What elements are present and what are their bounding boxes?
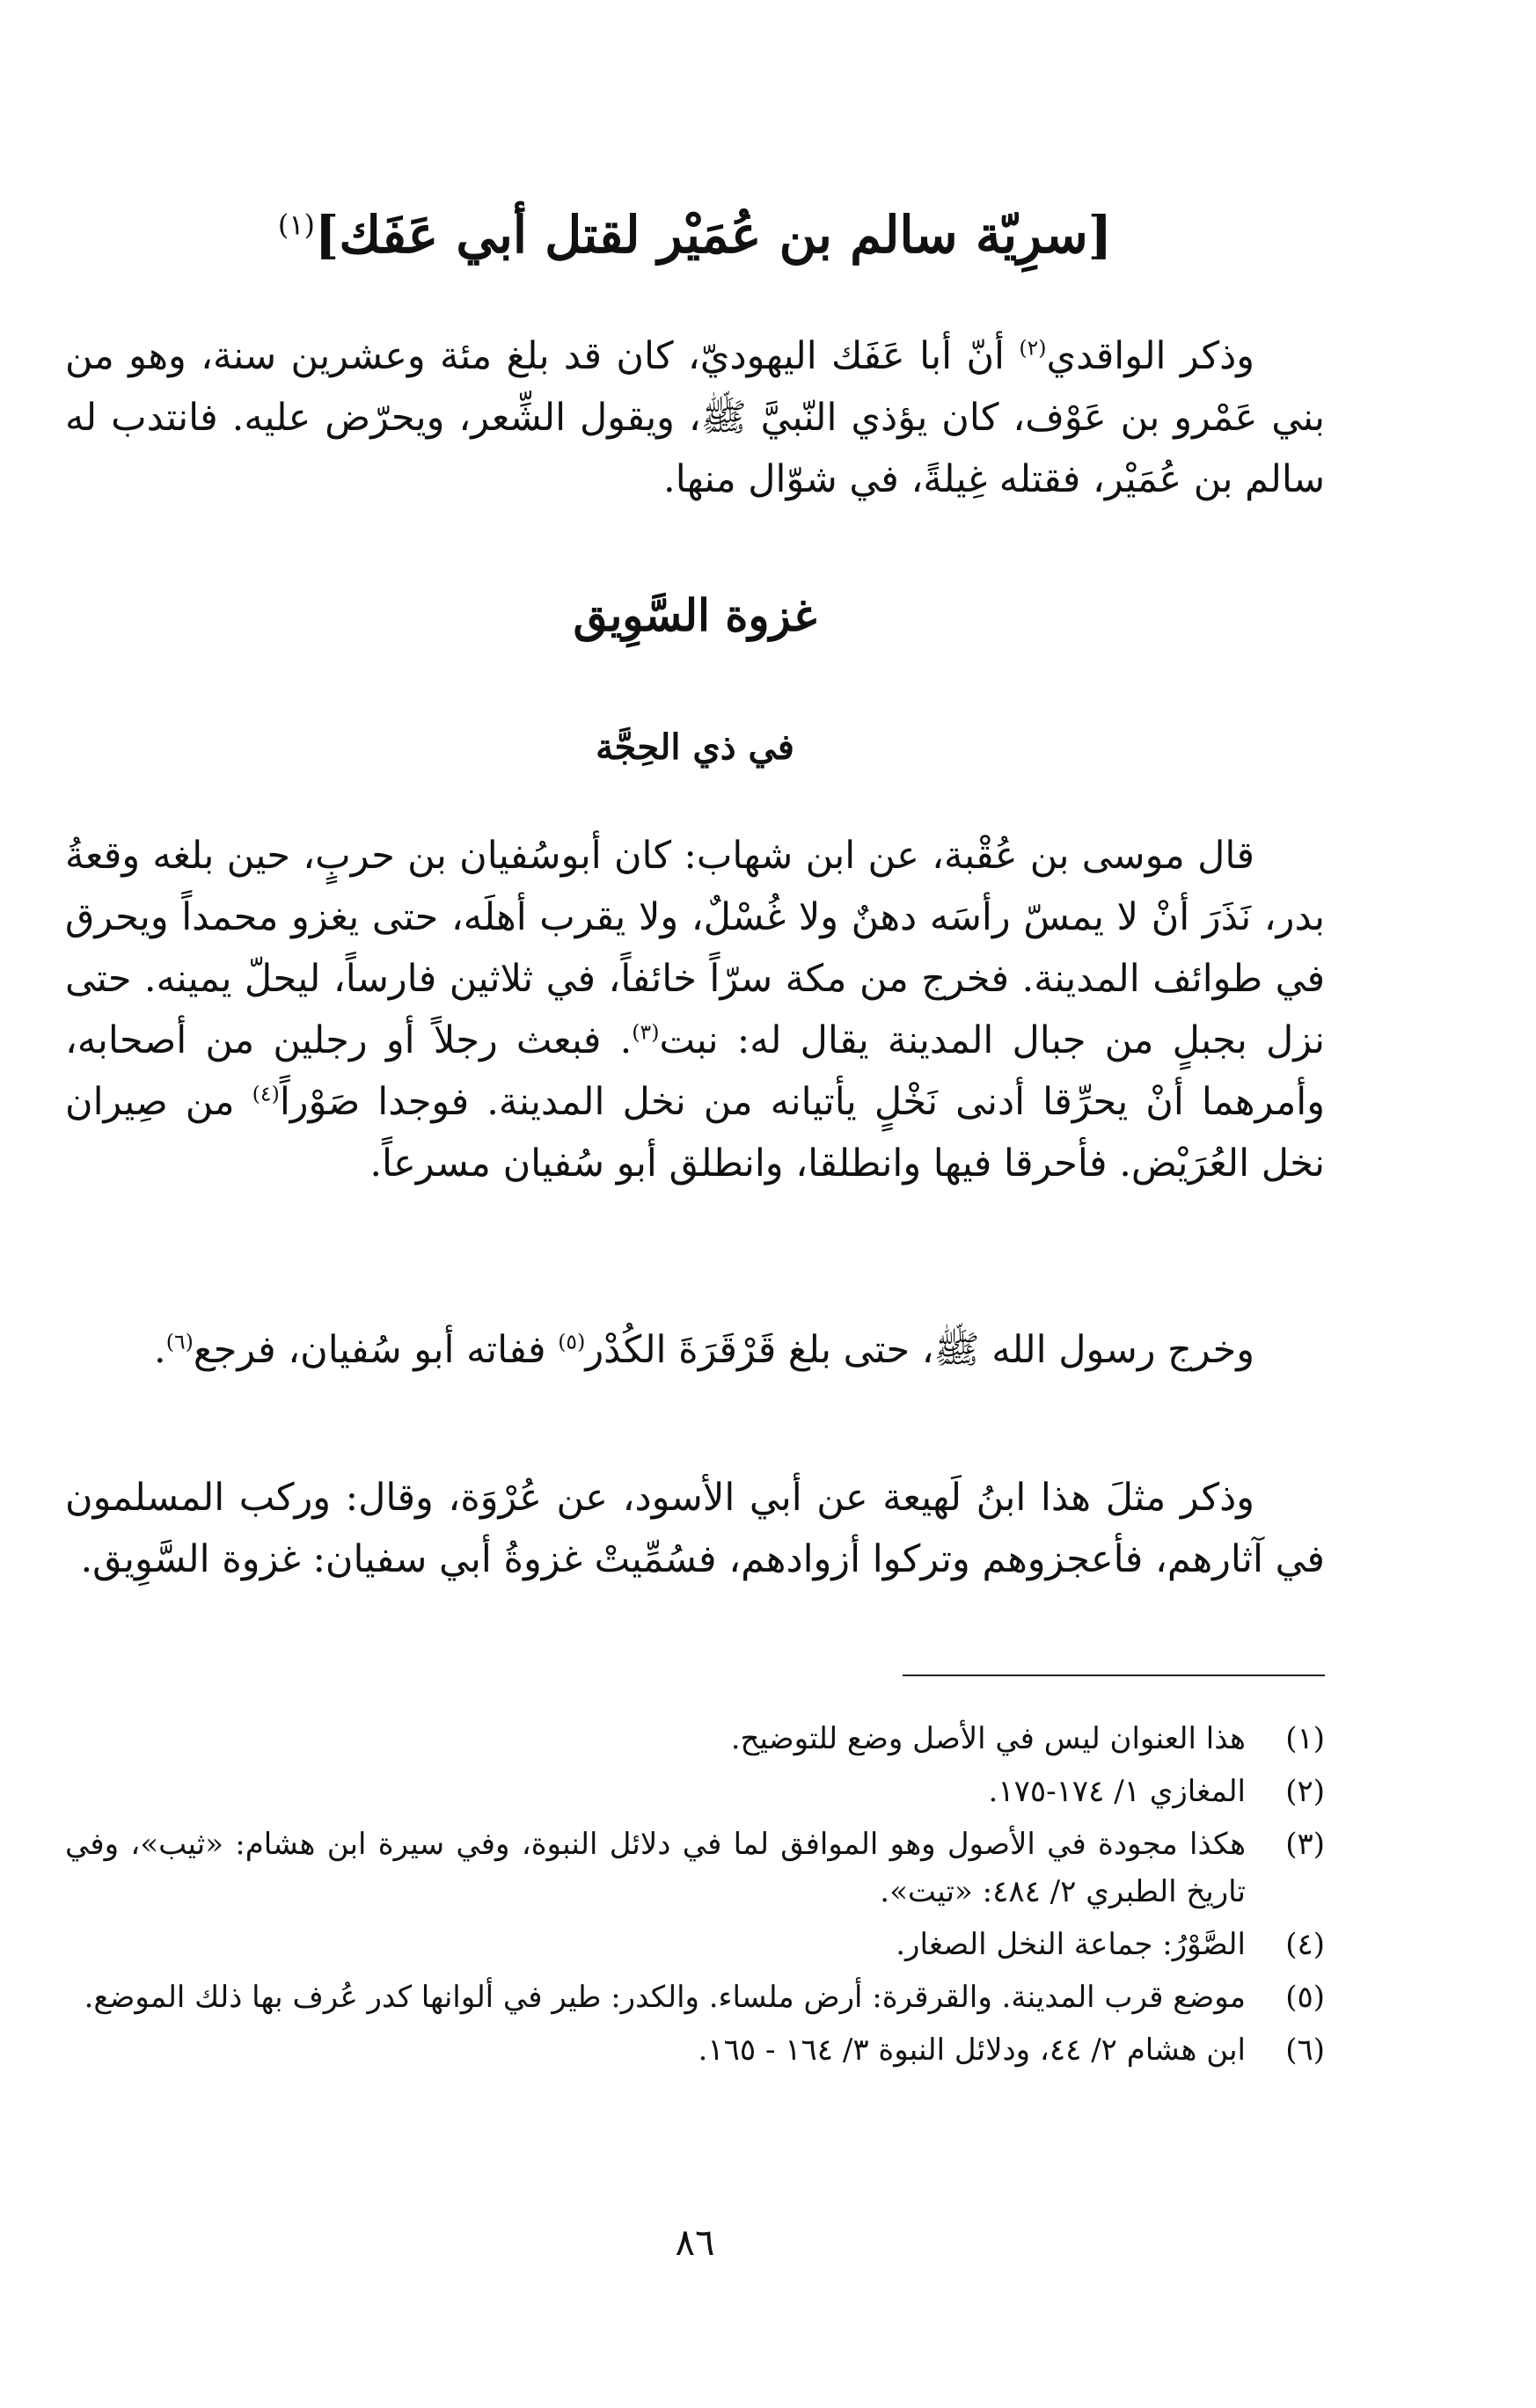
paragraph-text: . فبعث رجلاً أو رجلين من أصحابه، وأمرهما أنْ يحرِّقا أدنى نَخْلٍ يأتيانه من نخل المدينة. فوجدا صَوْراً <box>65 1018 1326 1124</box>
footnote-text: الصَّوْرُ: جماعة النخل الصغار. <box>896 1927 1246 1962</box>
footnote-text: موضع قرب المدينة. والقرقرة: أرض ملساء. والكدر: طير في ألوانها كدر عُرف بها ذلك الموضع. <box>84 1980 1246 2015</box>
footnote-ref-5[interactable]: (٥) <box>558 1329 586 1354</box>
paragraph-text: . <box>154 1328 166 1372</box>
footnote-ref-2[interactable]: (٢) <box>1019 335 1047 361</box>
paragraph-text: قال موسى بن عُقْبة، عن ابن شهاب: كان أبوسُفيان بن حربٍ، حين بلغه وقعةُ بدر، نَذَرَ أنْ لا يمسّ رأسَه دهنٌ ولا غُسْلٌ، ولا يقرب أهلَه، حتى يغزو محمداً ويحرق في طوائف المدينة. فخرج من مكة سرّاً خائفاً، في ثلاثين فارساً، ليحلّ يمينه. حتى نزل بجبلٍ من جبال المدينة يقال له: نبت <box>65 834 1325 1062</box>
footnote-divider <box>903 1675 1325 1676</box>
footnote-item <box>65 2026 1325 2074</box>
paragraph-text: أنّ أبا عَفَك اليهوديّ، كان قد بلغ مئة وعشرين سنة، وهو من بني عَمْرو بن عَوْف، كان يؤذي النّبيَّ ﷺ، ويقول الشِّعر، ويحرّض عليه. فانتدب له سالم بن عُمَيْر، فقتله غِيلةً، في شوّال منها. <box>65 334 1325 501</box>
paragraph-ibn-lahia <box>65 1467 1325 1590</box>
page-number: ٨٦ <box>675 2221 715 2264</box>
section-heading: غزوة السَّوِيق <box>573 589 817 641</box>
footnote-ref-1[interactable]: (١) <box>277 208 315 242</box>
footnote-item <box>65 1715 1325 1762</box>
footnote-number: (٦) <box>1285 2032 1325 2068</box>
footnote-item <box>65 1974 1325 2021</box>
paragraph-text: ففاته أبو سُفيان، فرجع <box>193 1328 559 1372</box>
footnote-number: (٣) <box>1285 1827 1325 1862</box>
footnote-item <box>65 1768 1325 1815</box>
paragraph-text: وذكر الواقدي <box>1046 334 1254 378</box>
paragraph-prophet-pursuit <box>65 1319 1325 1381</box>
footnote-text: هكذا مجودة في الأصول وهو الموافق لما في دلائل النبوة، وفي سيرة ابن هشام: «ثيب»، وفي تاريخ الطبري ٢/ ٤٨٤: «تيت». <box>65 1827 1246 1909</box>
footnote-ref-6[interactable]: (٦) <box>165 1329 194 1354</box>
section-title <box>65 195 1325 274</box>
footnote-text: المغازي ١/ ١٧٤-١٧٥. <box>988 1774 1246 1809</box>
footnote-number: (٤) <box>1285 1927 1325 1962</box>
section-title-text: [سرِيّة سالم بن عُمَيْر لقتل أبي عَفَك] <box>314 205 1113 265</box>
paragraph-text: من صِيران نخل العُرَيْض. فأحرقا فيها وانطلقا، وانطلق أبو سُفيان مسرعاً. <box>65 1080 1325 1186</box>
footnote-number: (٢) <box>1285 1774 1325 1809</box>
footnote-text: هذا العنوان ليس في الأصل وضع للتوضيح. <box>730 1721 1246 1756</box>
footnote-ref-3[interactable]: (٣) <box>632 1019 660 1045</box>
footnote-number: (٥) <box>1285 1980 1325 2015</box>
paragraph-abu-afak <box>65 325 1325 510</box>
paragraph-musa-ibn-uqba <box>65 825 1325 1194</box>
footnotes <box>65 1715 1325 2079</box>
footnote-number: (١) <box>1285 1721 1325 1756</box>
footnote-item <box>65 1821 1325 1915</box>
section-subheading: في ذي الحِجَّة <box>596 726 794 768</box>
paragraph-text: وذكر مثلَ هذا ابنُ لَهيعة عن أبي الأسود، عن عُرْوَة، وقال: وركب المسلمون في آثارهم، فأعجزوهم وتركوا أزوادهم، فسُمِّيتْ غزوةُ أبي سفيان: غزوة السَّوِيق. <box>65 1476 1325 1581</box>
footnote-text: ابن هشام ٢/ ٤٤، ودلائل النبوة ٣/ ١٦٤ - ١٦٥. <box>698 2032 1246 2068</box>
book-page <box>65 0 1325 2408</box>
footnote-item <box>65 1921 1325 1968</box>
paragraph-text: وخرج رسول الله ﷺ، حتى بلغ قَرْقَرَةَ الكُدْر <box>585 1328 1254 1372</box>
footnote-ref-4[interactable]: (٤) <box>252 1081 280 1106</box>
